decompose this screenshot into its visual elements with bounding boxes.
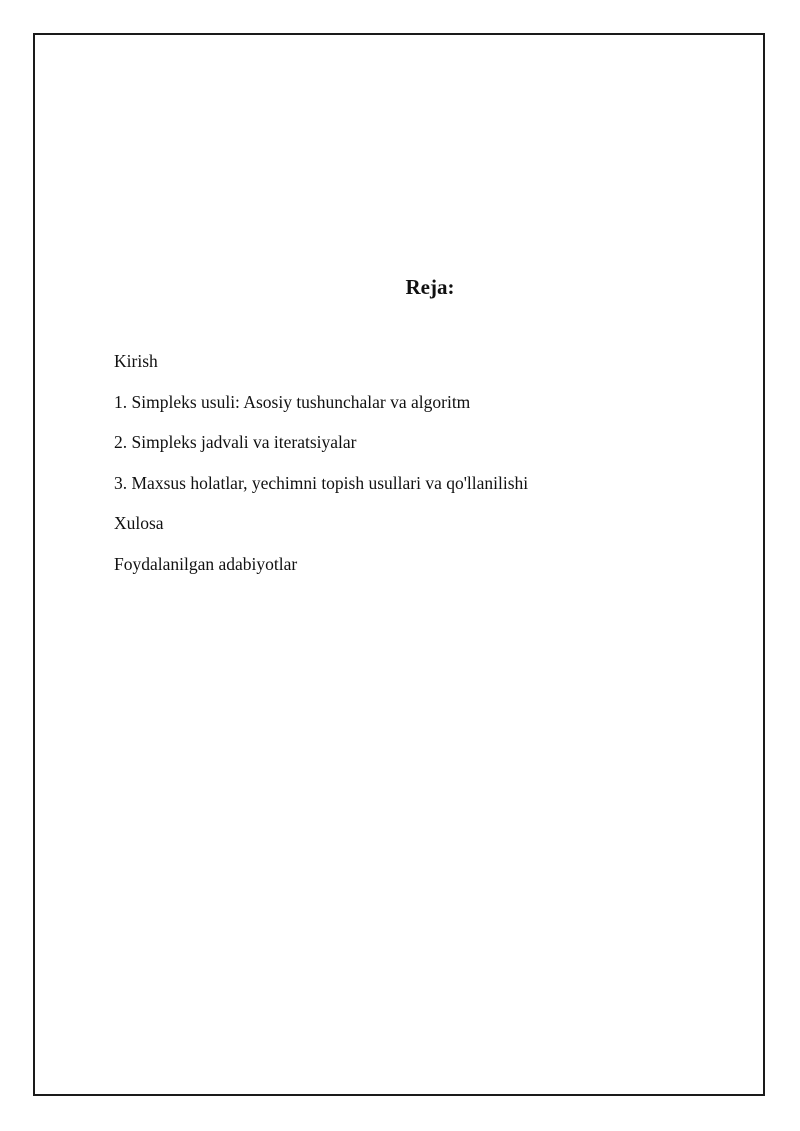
toc-item-references: Foydalanilgan adabiyotlar — [114, 553, 298, 574]
toc-item-chapter-2: 2. Simpleks jadvali va iteratsiyalar — [114, 432, 357, 453]
toc-item-chapter-3: 3. Maxsus holatlar, yechimni topish usullari va qo'llanilishi — [114, 472, 529, 493]
page-title: Reja: — [405, 275, 455, 299]
toc-item-conclusion: Xulosa — [114, 513, 164, 534]
table-of-contents — [114, 350, 528, 594]
toc-item-introduction: Kirish — [114, 351, 158, 371]
toc-item-chapter-1: 1. Simpleks usuli: Asosiy tushunchalar va algoritm — [114, 391, 471, 412]
